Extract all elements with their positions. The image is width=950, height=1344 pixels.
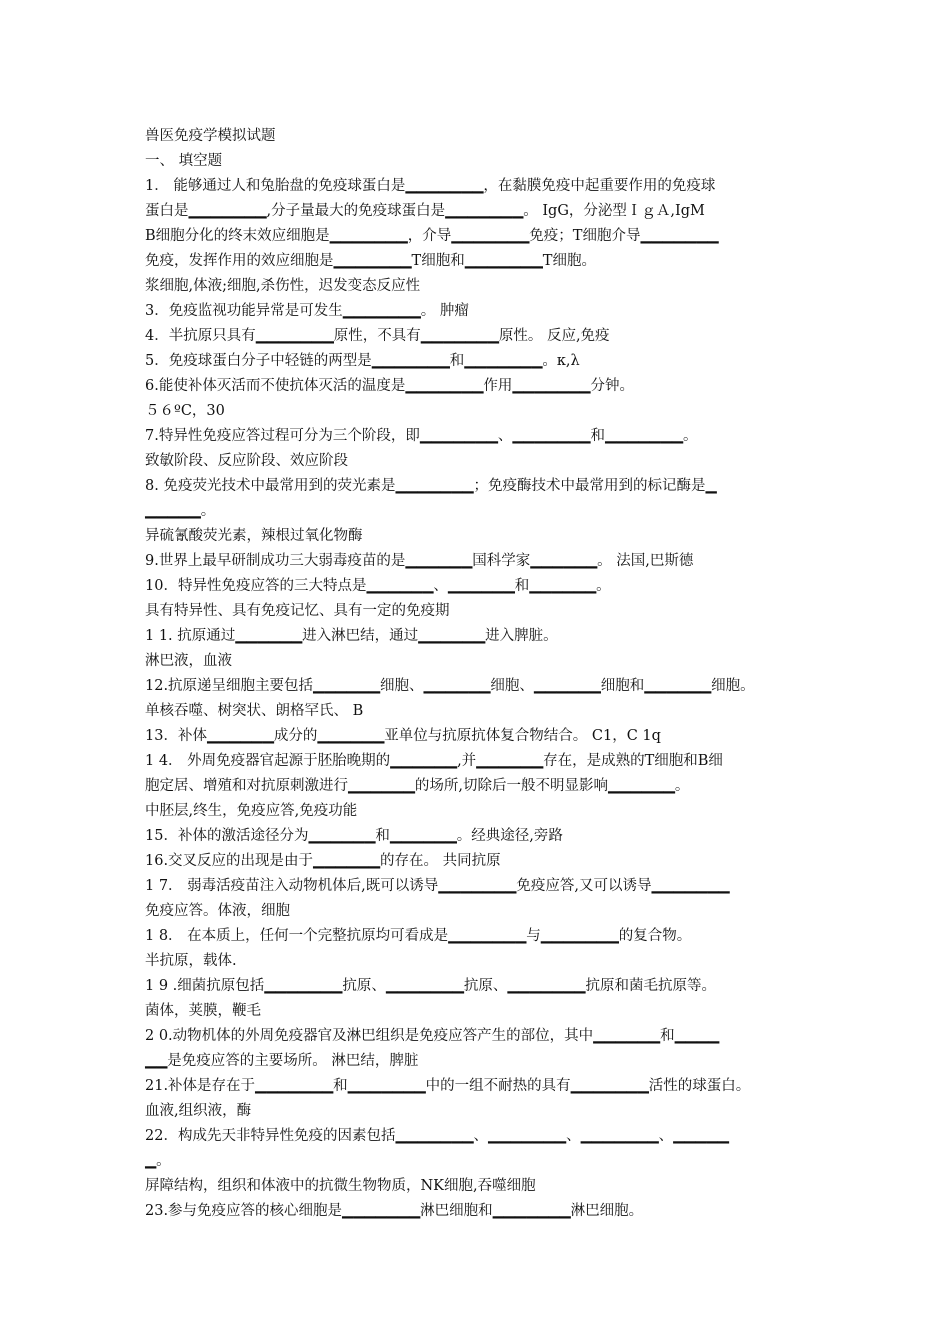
answer-6: ５６ºC，30 — [145, 403, 225, 419]
answer-10: 具有特异性、具有免疫记忆、具有一定的免疫期 — [145, 603, 450, 619]
question-12: 12.抗原递呈细胞主要包括▁▁▁▁▁▁细胞、▁▁▁▁▁▁细胞、▁▁▁▁▁▁细胞和▁▁▁▁▁▁细胞。 — [145, 678, 755, 694]
question-17-cont: 免疫应答。体液，细胞 — [145, 903, 290, 919]
question-21: 21.补体是存在于▁▁▁▁▁▁▁和▁▁▁▁▁▁▁中的一组不耐热的具有▁▁▁▁▁▁▁活性的球蛋白。 — [145, 1078, 751, 1094]
question-5: 5．免疫球蛋白分子中轻链的两型是▁▁▁▁▁▁▁和▁▁▁▁▁▁▁。κ,λ — [145, 353, 580, 369]
document-page — [145, 124, 825, 1224]
doc-title: 兽医免疫学模拟试题 — [145, 128, 276, 144]
answer-22: 屏障结构，组织和体液中的抗微生物物质，NK细胞,吞噬细胞 — [145, 1178, 536, 1194]
answer-7: 致敏阶段、反应阶段、效应阶段 — [145, 453, 348, 469]
question-16: 16.交叉反应的出现是由于▁▁▁▁▁▁的存在。 共同抗原 — [145, 853, 501, 869]
question-3: 3．免疫监视功能异常是可发生▁▁▁▁▁▁▁。 肿瘤 — [145, 303, 469, 319]
answer-2: 浆细胞,体液;细胞,杀伤性，迟发变态反应性 — [145, 278, 421, 294]
question-14: 1 4． 外周免疫器官起源于胚胎晚期的▁▁▁▁▁▁,并▁▁▁▁▁▁存在，是成熟的T细胞和B细 — [145, 753, 723, 769]
answer-8: 异硫氰酸荧光素，辣根过氧化物酶 — [145, 528, 363, 544]
question-1: 1． 能够通过人和兔胎盘的免疫球蛋白是▁▁▁▁▁▁▁，在黏膜免疫中起重要作用的免疫球 — [145, 178, 716, 194]
question-19: 1 9 .细菌抗原包括▁▁▁▁▁▁▁抗原、▁▁▁▁▁▁▁抗原、▁▁▁▁▁▁▁抗原和菌毛抗原等。 — [145, 978, 716, 994]
question-6: 6.能使补体灭活而不使抗体灭活的温度是▁▁▁▁▁▁▁作用▁▁▁▁▁▁▁分钟。 — [145, 378, 634, 394]
answer-12: 单核吞噬、树突状、朗格罕氏、 B — [145, 703, 364, 719]
question-20-cont: ▁▁是免疫应答的主要场所。 淋巴结，脾脏 — [145, 1053, 419, 1069]
question-23: 23.参与免疫应答的核心细胞是▁▁▁▁▁▁▁淋巴细胞和▁▁▁▁▁▁▁淋巴细胞。 — [145, 1203, 644, 1219]
question-22: 22．构成先天非特异性免疫的因素包括▁▁▁▁▁▁▁、▁▁▁▁▁▁▁、▁▁▁▁▁▁▁、▁▁▁▁▁ — [145, 1128, 729, 1144]
question-22-cont: ▁。 — [145, 1153, 171, 1169]
question-2-cont: 免疫，发挥作用的效应细胞是▁▁▁▁▁▁▁T细胞和▁▁▁▁▁▁▁T细胞。 — [145, 253, 596, 269]
question-11: 1 1. 抗原通过▁▁▁▁▁▁进入淋巴结，通过▁▁▁▁▁▁进入脾脏。 — [145, 628, 558, 644]
question-8-cont: ▁▁▁▁▁。 — [145, 503, 216, 519]
question-20: 2 0.动物机体的外周免疫器官及淋巴组织是免疫应答产生的部位，其中▁▁▁▁▁▁和▁▁▁▁ — [145, 1028, 720, 1044]
question-17: 1 7． 弱毒活疫苗注入动物机体后,既可以诱导▁▁▁▁▁▁▁免疫应答,又可以诱导▁▁▁▁▁▁▁ — [145, 878, 730, 894]
question-8: 8. 免疫荧光技术中最常用到的荧光素是▁▁▁▁▁▁▁；免疫酶技术中最常用到的标记酶是▁ — [145, 478, 717, 494]
question-10: 10．特异性免疫应答的三大特点是▁▁▁▁▁▁、▁▁▁▁▁▁和▁▁▁▁▁▁。 — [145, 578, 611, 594]
answer-14: 中胚层,终生，免疫应答,免疫功能 — [145, 803, 358, 819]
question-4: 4．半抗原只具有▁▁▁▁▁▁▁原性，不具有▁▁▁▁▁▁▁原性。 反应,免疫 — [145, 328, 610, 344]
answer-19: 菌体，荚膜，鞭毛 — [145, 1003, 261, 1019]
question-9: 9.世界上最早研制成功三大弱毒疫苗的是▁▁▁▁▁▁国科学家▁▁▁▁▁▁。 法国,巴斯德 — [145, 553, 694, 569]
question-7: 7.特异性免疫应答过程可分为三个阶段，即▁▁▁▁▁▁▁、▁▁▁▁▁▁▁和▁▁▁▁▁▁▁。 — [145, 428, 698, 444]
question-2: B细胞分化的终末效应细胞是▁▁▁▁▁▁▁，介导▁▁▁▁▁▁▁免疫；T细胞介导▁▁▁▁▁▁▁ — [145, 228, 719, 244]
section-heading: 一、 填空题 — [145, 153, 223, 169]
answer-11: 淋巴液，血液 — [145, 653, 232, 669]
question-18: 1 8． 在本质上，任何一个完整抗原均可看成是▁▁▁▁▁▁▁与▁▁▁▁▁▁▁的复合物。 — [145, 928, 692, 944]
answer-18: 半抗原，载体. — [145, 953, 237, 969]
answer-21: 血液,组织液，酶 — [145, 1103, 252, 1119]
question-13: 13．补体▁▁▁▁▁▁成分的▁▁▁▁▁▁亚单位与抗原抗体复合物结合。 C1，C 1q — [145, 728, 661, 744]
question-15: 15．补体的激活途径分为▁▁▁▁▁▁和▁▁▁▁▁▁。经典途径,旁路 — [145, 828, 563, 844]
question-1-cont: 蛋白是▁▁▁▁▁▁▁,分子量最大的免疫球蛋白是▁▁▁▁▁▁▁。 IgG，分泌型ＩｇＡ,IgM — [145, 203, 705, 219]
question-14-cont: 胞定居、增殖和对抗原刺激进行▁▁▁▁▁▁的场所,切除后一般不明显影响▁▁▁▁▁▁。 — [145, 778, 690, 794]
